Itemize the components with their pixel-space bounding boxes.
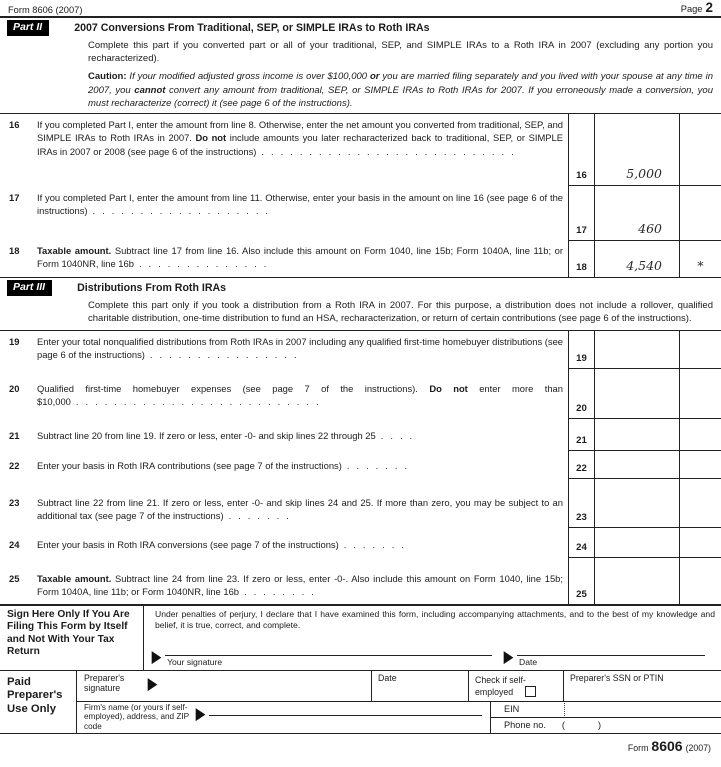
form-id: Form 8606 (2007)	[8, 5, 83, 15]
line-20-box-label: 20	[568, 369, 595, 419]
dot-leader: ..............	[138, 258, 274, 269]
line-24-amount-field[interactable]	[595, 528, 679, 558]
line-19-cents-field[interactable]	[679, 331, 721, 369]
form-line-18: 18 Taxable amount. Subtract line 17 from line 16. Also include this amount on Form 1040, line 15b; Form 1040A, line 11b; or Form 1040NR, line 16b .............. 18 4,540 *	[0, 241, 721, 277]
your-signature-field[interactable]	[165, 646, 502, 667]
line-16-number: 16	[9, 118, 20, 130]
form-line-24: 24 Enter your basis in Roth IRA conversions (see page 7 of the instructions) ....... 24	[0, 528, 721, 558]
date-line[interactable]	[517, 646, 705, 656]
dot-leader: .......	[346, 459, 415, 471]
line-21-box-label: 21	[568, 419, 595, 451]
line-23-cents-field[interactable]	[679, 479, 721, 528]
date-arrow-icon: ▶	[503, 646, 514, 666]
page-number: 2	[705, 0, 713, 15]
part2-title: 2007 Conversions From Traditional, SEP, or SIMPLE IRAs to Roth IRAs	[74, 22, 430, 34]
line-18-box-label: 18	[568, 241, 595, 277]
dot-leader: .......	[228, 510, 296, 521]
form-line-17: 17 If you completed Part I, enter the amount from line 11. Otherwise, enter your basis in the amount on line 16 (see page 6 of the instructions) ................... 17 460	[0, 186, 721, 241]
line-16-cents-field[interactable]	[679, 114, 721, 186]
signature-date-field[interactable]	[517, 646, 715, 667]
line-16-box-label: 16	[568, 114, 595, 186]
part3-badge: Part III	[7, 280, 52, 296]
dot-leader: ..........................	[75, 396, 326, 407]
form-line-19: 19 Enter your total nonqualified distributions from Roth IRAs in 2007 including any qualified first-time homebuyer distributions (see page 6 of the instructions) ................ 19	[0, 331, 721, 369]
signature-line[interactable]	[165, 646, 492, 656]
phone-field[interactable]: Phone no. ( )	[504, 720, 602, 730]
preparer-date-field[interactable]	[371, 671, 468, 701]
ein-label: EIN	[504, 704, 520, 714]
dot-leader: ...........................	[261, 145, 521, 157]
line-24-number: 24	[9, 538, 20, 550]
line-25-amount-field[interactable]	[595, 558, 679, 604]
perjury-statement: Under penalties of perjury, I declare that I have examined this form, including accompanying attachments, and to the best of my knowledge and belief, it is true, correct, and complete.	[155, 608, 715, 630]
page-header	[0, 0, 721, 18]
page-indicator: Page 2	[680, 0, 713, 15]
line-22-box-label: 22	[568, 451, 595, 479]
sign-here-section	[0, 604, 721, 670]
dot-leader: ................	[149, 349, 304, 360]
line-25-box-label: 25	[568, 558, 595, 604]
part3-header	[0, 278, 721, 296]
line-24-box-label: 24	[568, 528, 595, 558]
part2-header	[0, 18, 721, 36]
line-16-amount-field[interactable]: 5,000	[595, 114, 679, 186]
self-employed-checkbox[interactable]	[525, 686, 536, 697]
form-line-22: 22 Enter your basis in Roth IRA contributions (see page 7 of the instructions) ....... 22	[0, 451, 721, 479]
preparer-signature-arrow-icon: ▶	[147, 673, 158, 693]
phone-label: Phone no.	[504, 720, 546, 730]
line-20-number: 20	[9, 382, 20, 394]
line-20-cents-field[interactable]	[679, 369, 721, 419]
footer-form-number: 8606	[651, 737, 683, 754]
line-22-amount-field[interactable]	[595, 451, 679, 479]
line-25-cents-field[interactable]	[679, 558, 721, 604]
line-19-box-label: 19	[568, 331, 595, 369]
ein-dotted-divider	[564, 703, 565, 716]
self-employed-cell	[468, 671, 563, 701]
part2-line-table	[0, 113, 721, 277]
form-line-25: 25 Taxable amount. Subtract line 24 from line 23. If zero or less, enter -0-. Also include this amount on Form 1040, line 15b; Form 1040A, line 11b; or Form 1040NR, line 16b ........ 25	[0, 558, 721, 604]
your-signature-label: Your signature	[167, 656, 223, 667]
line-17-cents-field[interactable]	[679, 186, 721, 241]
part3-line-table	[0, 330, 721, 604]
footer-year: (2007)	[685, 742, 711, 753]
part2-badge: Part II	[7, 20, 49, 36]
line-23-number: 23	[9, 496, 20, 508]
firm-name-line[interactable]	[209, 703, 482, 716]
line-21-amount-field[interactable]	[595, 419, 679, 451]
line-18-amount-field[interactable]: 4,540	[626, 257, 662, 273]
date-label: Date	[519, 656, 538, 667]
line-20-amount-field[interactable]	[595, 369, 679, 419]
line-21-number: 21	[9, 429, 20, 441]
line-19-amount-field[interactable]	[595, 331, 679, 369]
part3-section	[0, 277, 721, 325]
firm-name-label: Firm's name (or yours if self-employed), address, and ZIP code	[84, 702, 189, 732]
ein-field[interactable]	[491, 702, 721, 718]
preparer-signature-field[interactable]	[77, 671, 371, 701]
line-18-number: 18	[9, 244, 20, 256]
part3-title: Distributions From Roth IRAs	[77, 281, 227, 294]
preparer-date-label: Date	[378, 672, 397, 683]
line-24-cents-field[interactable]	[679, 528, 721, 558]
firm-name-arrow-icon: ▶	[195, 703, 206, 723]
preparer-ssn-field[interactable]	[563, 671, 721, 701]
form-line-20: 20 Qualified first-time homebuyer expenses (see page 7 of the instructions). Do not enter more than $10,000 .......................... 20	[0, 369, 721, 419]
self-employed-label: Check if self-employed	[475, 674, 526, 697]
line-22-cents-field[interactable]	[679, 451, 721, 479]
dot-leader: ....	[380, 429, 420, 441]
line-23-amount-field[interactable]	[595, 479, 679, 528]
firm-name-field[interactable]	[77, 702, 490, 733]
preparer-ssn-label: Preparer's SSN or PTIN	[570, 672, 664, 683]
form-line-21: 21 Subtract line 20 from line 19. If zero or less, enter -0- and skip lines 22 through 25 .... 21	[0, 419, 721, 451]
dot-leader: .......	[343, 538, 411, 550]
line-21-cents-field[interactable]	[679, 419, 721, 451]
signature-arrow-icon: ▶	[151, 646, 162, 666]
line-17-amount-field[interactable]: 460	[595, 186, 679, 241]
line-22-number: 22	[9, 459, 20, 471]
paid-preparer-label: Paid Preparer's Use Only	[0, 671, 77, 733]
line-18-cents-field[interactable]: *	[679, 241, 721, 277]
part2-caution: Caution: If your modified adjusted gross income is over $100,000 or you are married filing separately and you lived with your spouse at any time in 2007, you cannot convert any amount from traditional, SEP, or SIMPLE IRAs to Roth IRAs for 2007. If you erroneously made a conversion, you must recharacterize (correct) it (see page 6 of the instructions).	[88, 71, 713, 109]
part2-description: Complete this part if you converted part or all of your traditional, SEP, and SIMPLE IRAs to a Roth IRA in 2007 (excluding any portion you recharacterized).	[88, 40, 713, 64]
line-17-number: 17	[9, 191, 20, 203]
dot-leader: ...................	[92, 205, 276, 216]
footer-form-word: Form	[627, 742, 649, 753]
part3-description: Complete this part only if you took a distribution from a Roth IRA in 2007. For this purpose, a distribution does not include a rollover, qualified charitable distribution, one-time distribution to fund an HSA, recharacterization, or return of certain contributions (see page 6 of the instructions).	[88, 299, 713, 324]
page-footer	[0, 734, 721, 754]
paid-preparer-section	[0, 670, 721, 734]
form-line-16: 16 If you completed Part I, enter the amount from line 8. Otherwise, enter the net amount you converted from traditional, SEP, and SIMPLE IRAs to Roth IRAs in 2007. Do not include amounts you later recharacterized back to traditional, SEP, or SIMPLE IRAs in 2007 or 2008 (see page 6 of the instructions) ........................... 16 5,000	[0, 114, 721, 186]
line-19-number: 19	[9, 335, 20, 347]
line-23-box-label: 23	[568, 479, 595, 528]
sign-here-label: Sign Here Only If You Are Filing This Form by Itself and Not With Your Tax Return	[0, 606, 144, 670]
preparer-signature-label: Preparer's signature	[84, 672, 125, 693]
form-line-23: 23 Subtract line 22 from line 21. If zero or less, enter -0- and skip lines 24 and 25. If more than zero, you may be subject to an additional tax (see page 7 of the instructions) ....... 23	[0, 479, 721, 528]
line-25-number: 25	[9, 572, 20, 584]
dot-leader: ........	[244, 586, 321, 597]
line-17-box-label: 17	[568, 186, 595, 241]
